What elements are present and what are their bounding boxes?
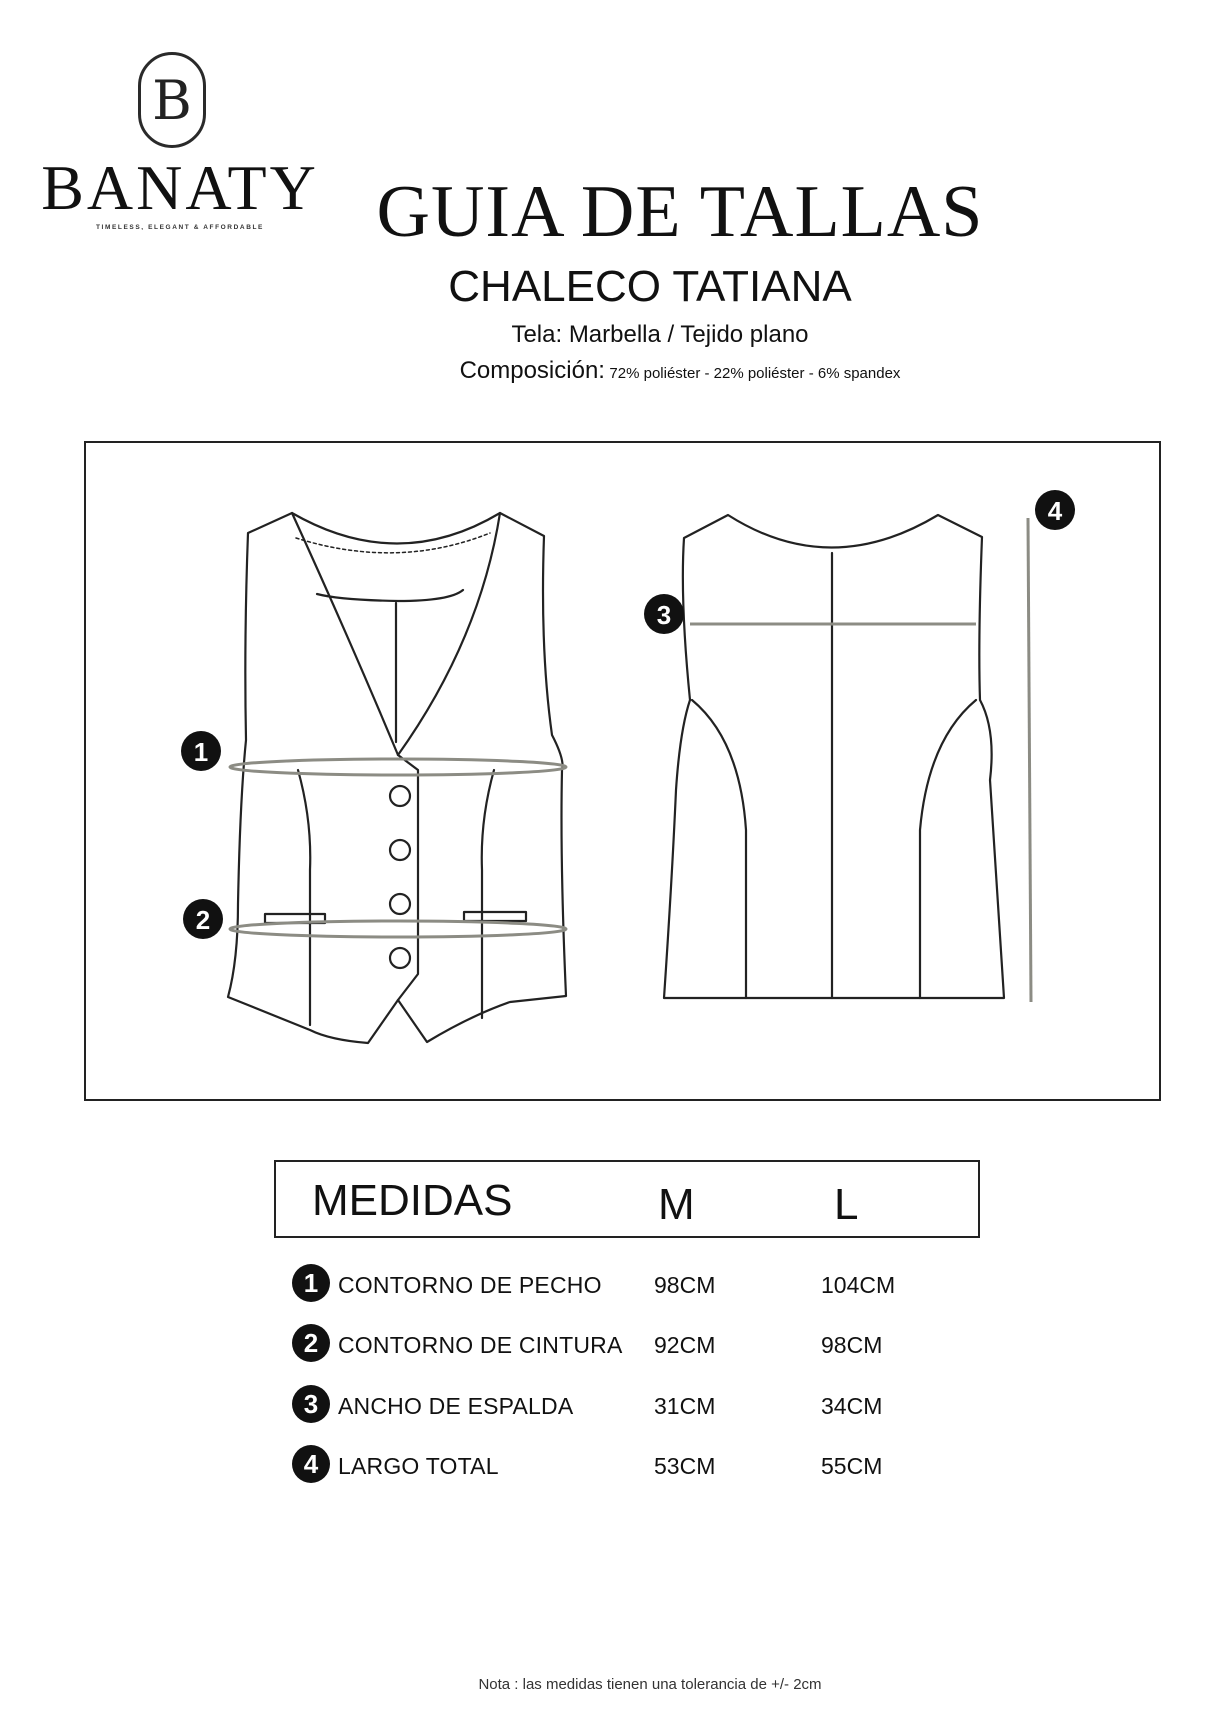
fabric-text: Tela: Marbella / Tejido plano	[511, 321, 809, 348]
marker-1	[181, 731, 221, 771]
brand-wordmark: BANATY	[41, 152, 319, 223]
row-value-m: 98CM	[654, 1272, 716, 1298]
table-row	[292, 1383, 992, 1427]
header-measures: MEDIDAS	[312, 1176, 513, 1225]
brand-logo-block	[40, 48, 320, 238]
row-number-badge: 3	[292, 1385, 330, 1423]
row-label: LARGO TOTAL	[338, 1453, 499, 1479]
row-number-badge: 4	[292, 1445, 330, 1483]
svg-text:4: 4	[1047, 496, 1063, 526]
row-value-m: 53CM	[654, 1453, 716, 1479]
header-size-m: M	[658, 1180, 695, 1229]
row-label: CONTORNO DE PECHO	[338, 1272, 602, 1298]
size-table-header	[274, 1160, 980, 1238]
composition-label-text: Composición:	[459, 357, 605, 384]
row-value-l: 104CM	[821, 1272, 896, 1298]
guide-title: GUIA DE TALLAS	[376, 171, 984, 253]
row-value-m: 92CM	[654, 1332, 716, 1358]
marker-2	[183, 899, 223, 939]
table-row	[292, 1262, 992, 1306]
svg-text:2: 2	[195, 905, 211, 935]
header-size-l: L	[834, 1180, 859, 1229]
marker-4	[1035, 490, 1075, 530]
marker-3	[644, 594, 684, 634]
row-label: CONTORNO DE CINTURA	[338, 1332, 623, 1358]
table-row	[292, 1443, 992, 1487]
row-label: ANCHO DE ESPALDA	[338, 1393, 574, 1419]
row-value-m: 31CM	[654, 1393, 716, 1419]
header-area	[0, 0, 1214, 430]
row-value-l: 34CM	[821, 1393, 883, 1419]
row-value-l: 98CM	[821, 1332, 883, 1358]
composition-value-text: 72% poliéster - 22% poliéster - 6% spandex	[609, 365, 901, 382]
svg-text:1: 1	[193, 737, 209, 767]
row-value-l: 55CM	[821, 1453, 883, 1479]
brand-tagline-text: TIMELESS, ELEGANT & AFFORDABLE	[95, 224, 264, 231]
row-number-badge: 1	[292, 1264, 330, 1302]
logo-monogram-letter: B	[152, 68, 192, 132]
table-row	[292, 1322, 992, 1366]
product-title: CHALECO TATIANA	[448, 262, 852, 311]
svg-text:3: 3	[656, 600, 672, 630]
row-number-badge: 2	[292, 1324, 330, 1362]
composition-text	[380, 356, 980, 389]
tolerance-note: Nota : las medidas tienen una tolerancia de +/- 2cm	[478, 1676, 822, 1693]
